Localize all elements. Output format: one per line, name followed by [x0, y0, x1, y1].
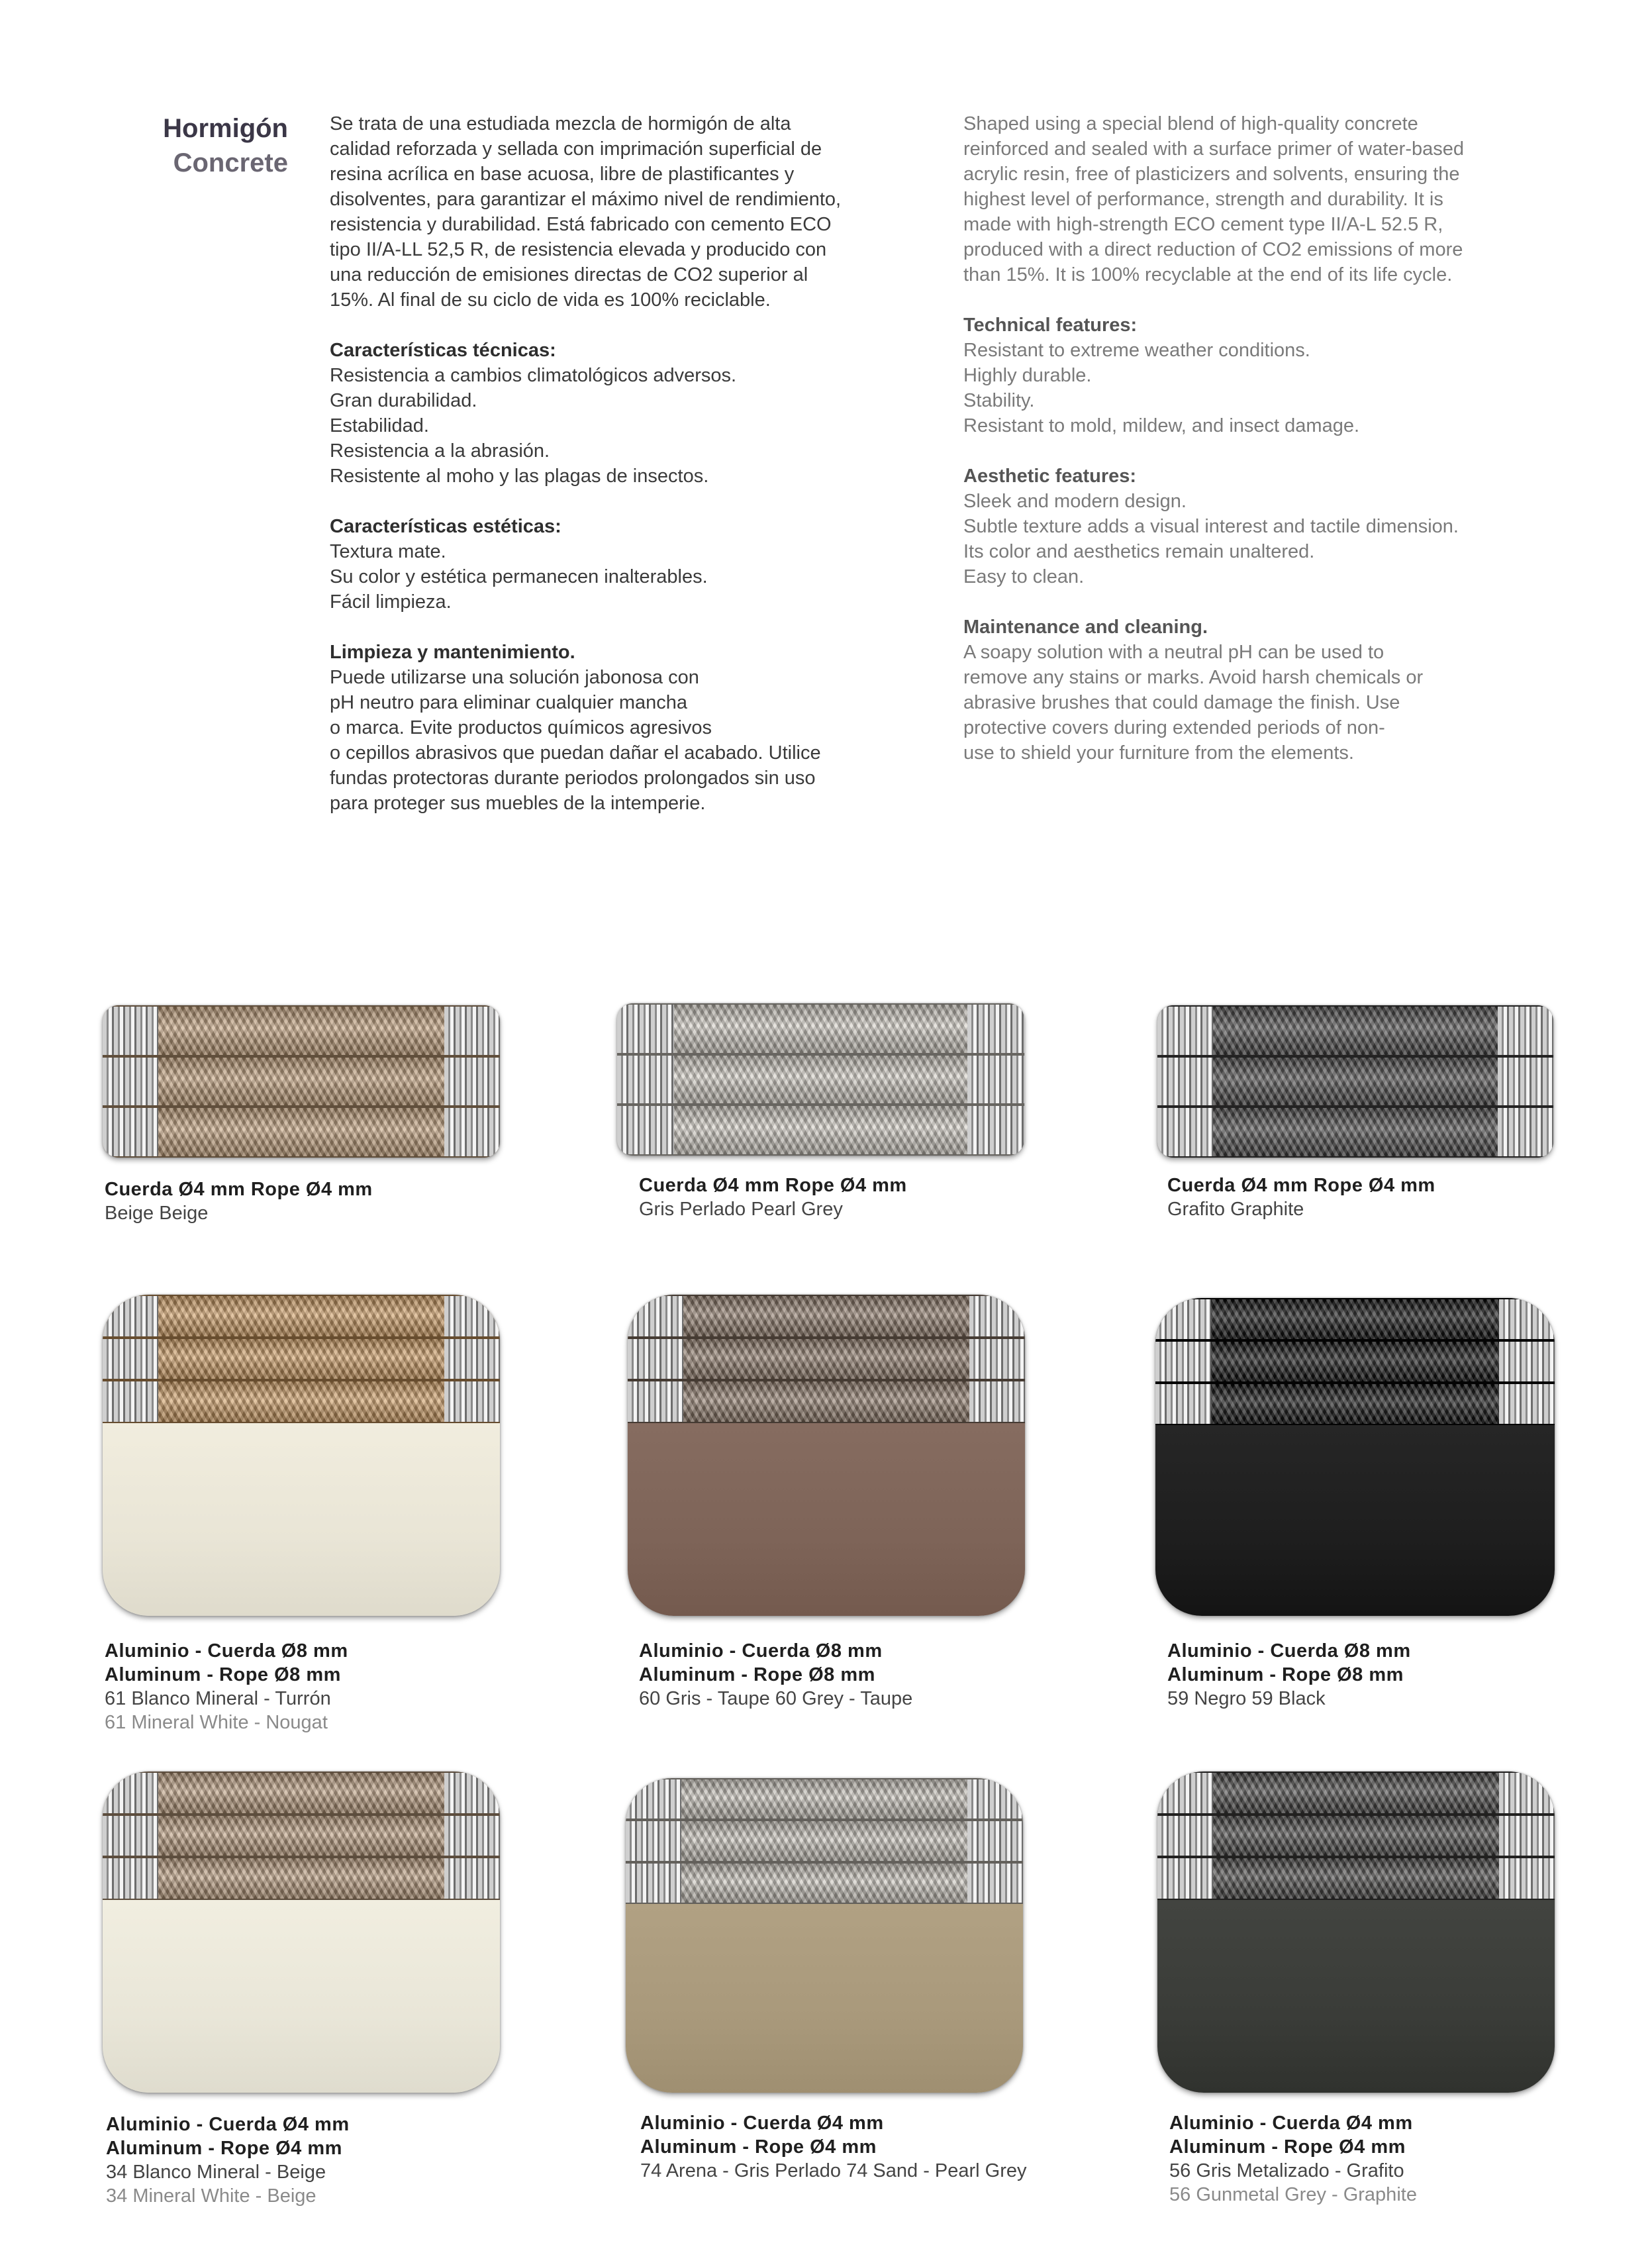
swatch-caption-line: 59 Negro 59 Black — [1167, 1688, 1326, 1709]
swatch-caption — [106, 2113, 350, 2208]
rope-weave — [1157, 1771, 1555, 1900]
rope-strand — [103, 1295, 500, 1338]
rope-strand — [103, 1107, 500, 1158]
rope-swatch-beige — [103, 1005, 500, 1158]
aluminum-rope-swatch-mineral-white-beige — [103, 1771, 500, 2093]
swatch-caption-line: 56 Gris Metalizado - Grafito — [1169, 2160, 1404, 2181]
swatch-caption — [1167, 1639, 1411, 1711]
rope-strand — [628, 1380, 1025, 1423]
swatch-caption-line: Beige Beige — [105, 1203, 209, 1224]
swatch-caption-line: Cuerda Ø4 mm Rope Ø4 mm — [1167, 1175, 1435, 1196]
spanish-description — [330, 111, 926, 816]
rope-weave — [1155, 1298, 1555, 1425]
aluminum-finish — [626, 1904, 1023, 2093]
english-technical-title: Technical features: — [963, 315, 1138, 336]
swatch-caption-line: Aluminio - Cuerda Ø4 mm — [640, 2113, 884, 2134]
swatch-caption — [105, 1177, 373, 1225]
rope-strand — [626, 1820, 1023, 1862]
swatch-caption-line: Aluminio - Cuerda Ø4 mm — [1169, 2113, 1413, 2134]
spanish-maintenance-text: Puede utilizarse una solución jabonosa con pH neutro para eliminar cualquier mancha o marca. Evite productos químicos agresivos o cepillos abrasivos que puedan dañar el acabado. Utilice fundas protectoras durante periodos prolongados sin uso para proteger sus muebles de la intemperie. — [330, 667, 821, 814]
heading-english: Concrete — [173, 148, 288, 177]
rope-strand — [103, 1005, 500, 1056]
spanish-intro: Se trata de una estudiada mezcla de hormigón de alta calidad reforzada y sellada con imprimación superficial de resina acrílica en base acuosa, libre de plastificantes y disolventes, para garantizar el máximo nivel de rendimiento, resistencia y durabilidad. Está fabricado con cemento ECO tipo II/A-LL 52,5 R, de resistencia elevada y producido con una reducción de emisiones directas de CO2 superior al 15%. Al final de su ciclo de vida es 100% reciclable. — [330, 113, 842, 311]
aluminum-finish — [103, 1900, 500, 2093]
swatch-caption-line: 60 Gris - Taupe 60 Grey - Taupe — [639, 1688, 913, 1709]
aluminum-rope-swatch-mineral-white-nougat — [103, 1295, 500, 1616]
rope-swatch-graphite — [1157, 1005, 1553, 1158]
swatch-caption — [1167, 1173, 1435, 1221]
rope-strand — [628, 1338, 1025, 1381]
heading-spanish: Hormigón — [163, 114, 288, 143]
rope-strand — [1157, 1056, 1553, 1107]
english-description — [963, 111, 1563, 766]
rope-strand — [1155, 1383, 1555, 1425]
rope-strand — [1157, 1815, 1555, 1858]
section-heading — [119, 111, 288, 180]
aluminum-finish — [1157, 1900, 1555, 2093]
english-maintenance-text: A soapy solution with a neutral pH can be used to remove any stains or marks. Avoid harsh chemicals or abrasive brushes that could damage the finish. Use protective covers during extended periods of non- use to shield your furniture from the elements. — [963, 642, 1424, 764]
swatch-caption-line: Aluminio - Cuerda Ø8 mm — [639, 1640, 883, 1662]
rope-strand — [1157, 1005, 1553, 1056]
swatch-caption — [105, 1639, 348, 1734]
aluminum-finish — [628, 1423, 1025, 1616]
rope-strand — [617, 1054, 1024, 1105]
spanish-technical-items: Resistencia a cambios climatológicos adversos. Gran durabilidad. Estabilidad. Resistencia a la abrasión. Resistente al moho y las plagas de insectos. — [330, 365, 737, 487]
swatch-caption-line: 56 Gunmetal Grey - Graphite — [1169, 2184, 1417, 2205]
aluminum-finish — [1155, 1425, 1555, 1616]
rope-strand — [1157, 1107, 1553, 1158]
spanish-maintenance-title: Limpieza y mantenimiento. — [330, 642, 575, 663]
swatch-caption-line: Cuerda Ø4 mm Rope Ø4 mm — [105, 1179, 373, 1200]
english-maintenance-title: Maintenance and cleaning. — [963, 617, 1208, 638]
rope-strand — [103, 1815, 500, 1858]
swatch-caption-line: 74 Arena - Gris Perlado 74 Sand - Pearl Grey — [640, 2160, 1027, 2181]
swatch-caption — [639, 1173, 907, 1221]
rope-strand — [1155, 1298, 1555, 1340]
rope-strand — [626, 1778, 1023, 1820]
swatch-caption-line: 61 Mineral White - Nougat — [105, 1712, 328, 1733]
swatch-caption-line: Aluminum - Rope Ø8 mm — [639, 1664, 875, 1685]
english-aesthetic-title: Aesthetic features: — [963, 466, 1137, 487]
swatch-caption-line: 34 Blanco Mineral - Beige — [106, 2162, 326, 2183]
spanish-technical-title: Características técnicas: — [330, 340, 556, 361]
rope-weave — [626, 1778, 1023, 1904]
rope-strand — [103, 1857, 500, 1900]
rope-weave — [1157, 1005, 1553, 1158]
aluminum-rope-swatch-black — [1155, 1298, 1555, 1616]
rope-weave — [617, 1003, 1024, 1156]
rope-strand — [103, 1338, 500, 1381]
english-technical-items: Resistant to extreme weather conditions. Highly durable. Stability. Resistant to mold, mildew, and insect damage. — [963, 340, 1360, 436]
rope-weave — [103, 1005, 500, 1158]
rope-strand — [1155, 1340, 1555, 1383]
rope-strand — [103, 1056, 500, 1107]
swatch-caption-line: Aluminum - Rope Ø4 mm — [640, 2136, 877, 2158]
rope-strand — [628, 1295, 1025, 1338]
rope-weave — [628, 1295, 1025, 1423]
swatch-caption-line: Aluminum - Rope Ø4 mm — [1169, 2136, 1406, 2158]
rope-strand — [1157, 1857, 1555, 1900]
rope-strand — [617, 1105, 1024, 1156]
spanish-aesthetic-items: Textura mate. Su color y estética permanecen inalterables. Fácil limpieza. — [330, 541, 708, 613]
aluminum-rope-swatch-gunmetal-graphite — [1157, 1771, 1555, 2093]
swatch-caption-line: Cuerda Ø4 mm Rope Ø4 mm — [639, 1175, 907, 1196]
rope-strand — [617, 1003, 1024, 1054]
swatch-caption — [1169, 2111, 1417, 2207]
spanish-aesthetic-title: Características estéticas: — [330, 516, 561, 537]
swatch-caption-line: Gris Perlado Pearl Grey — [639, 1199, 843, 1220]
swatch-caption-line: 34 Mineral White - Beige — [106, 2185, 316, 2207]
swatch-caption-line: Aluminio - Cuerda Ø4 mm — [106, 2114, 350, 2135]
rope-weave — [103, 1295, 500, 1423]
swatch-caption — [639, 1639, 912, 1711]
rope-strand — [103, 1380, 500, 1423]
swatch-caption-line: Grafito Graphite — [1167, 1199, 1304, 1220]
english-aesthetic-items: Sleek and modern design. Subtle texture adds a visual interest and tactile dimension. Its color and aesthetics remain unaltered. Easy to clean. — [963, 491, 1459, 587]
rope-strand — [1157, 1771, 1555, 1815]
swatch-caption-line: 61 Blanco Mineral - Turrón — [105, 1688, 331, 1709]
swatch-caption — [640, 2111, 1027, 2183]
swatch-caption-line: Aluminum - Rope Ø8 mm — [105, 1664, 341, 1685]
english-intro: Shaped using a special blend of high-quality concrete reinforced and sealed with a surface primer of water-based acrylic resin, free of plasticizers and solvents, ensuring the highest level of performance, strength and durability. It is made with high-strength ECO cement type II/A-L 52.5 R, produced with a direct reduction of CO2 emissions of more than 15%. It is 100% recyclable at the end of its life cycle. — [963, 113, 1464, 285]
swatch-caption-line: Aluminum - Rope Ø4 mm — [106, 2138, 342, 2159]
swatch-caption-line: Aluminio - Cuerda Ø8 mm — [1167, 1640, 1411, 1662]
swatch-caption-line: Aluminum - Rope Ø8 mm — [1167, 1664, 1404, 1685]
rope-strand — [626, 1862, 1023, 1904]
rope-weave — [103, 1771, 500, 1900]
swatch-caption-line: Aluminio - Cuerda Ø8 mm — [105, 1640, 348, 1662]
aluminum-rope-swatch-sand-pearl-grey — [626, 1778, 1023, 2093]
aluminum-rope-swatch-grey-taupe — [628, 1295, 1025, 1616]
rope-strand — [103, 1771, 500, 1815]
rope-swatch-pearl-grey — [617, 1003, 1024, 1156]
aluminum-finish — [103, 1423, 500, 1616]
